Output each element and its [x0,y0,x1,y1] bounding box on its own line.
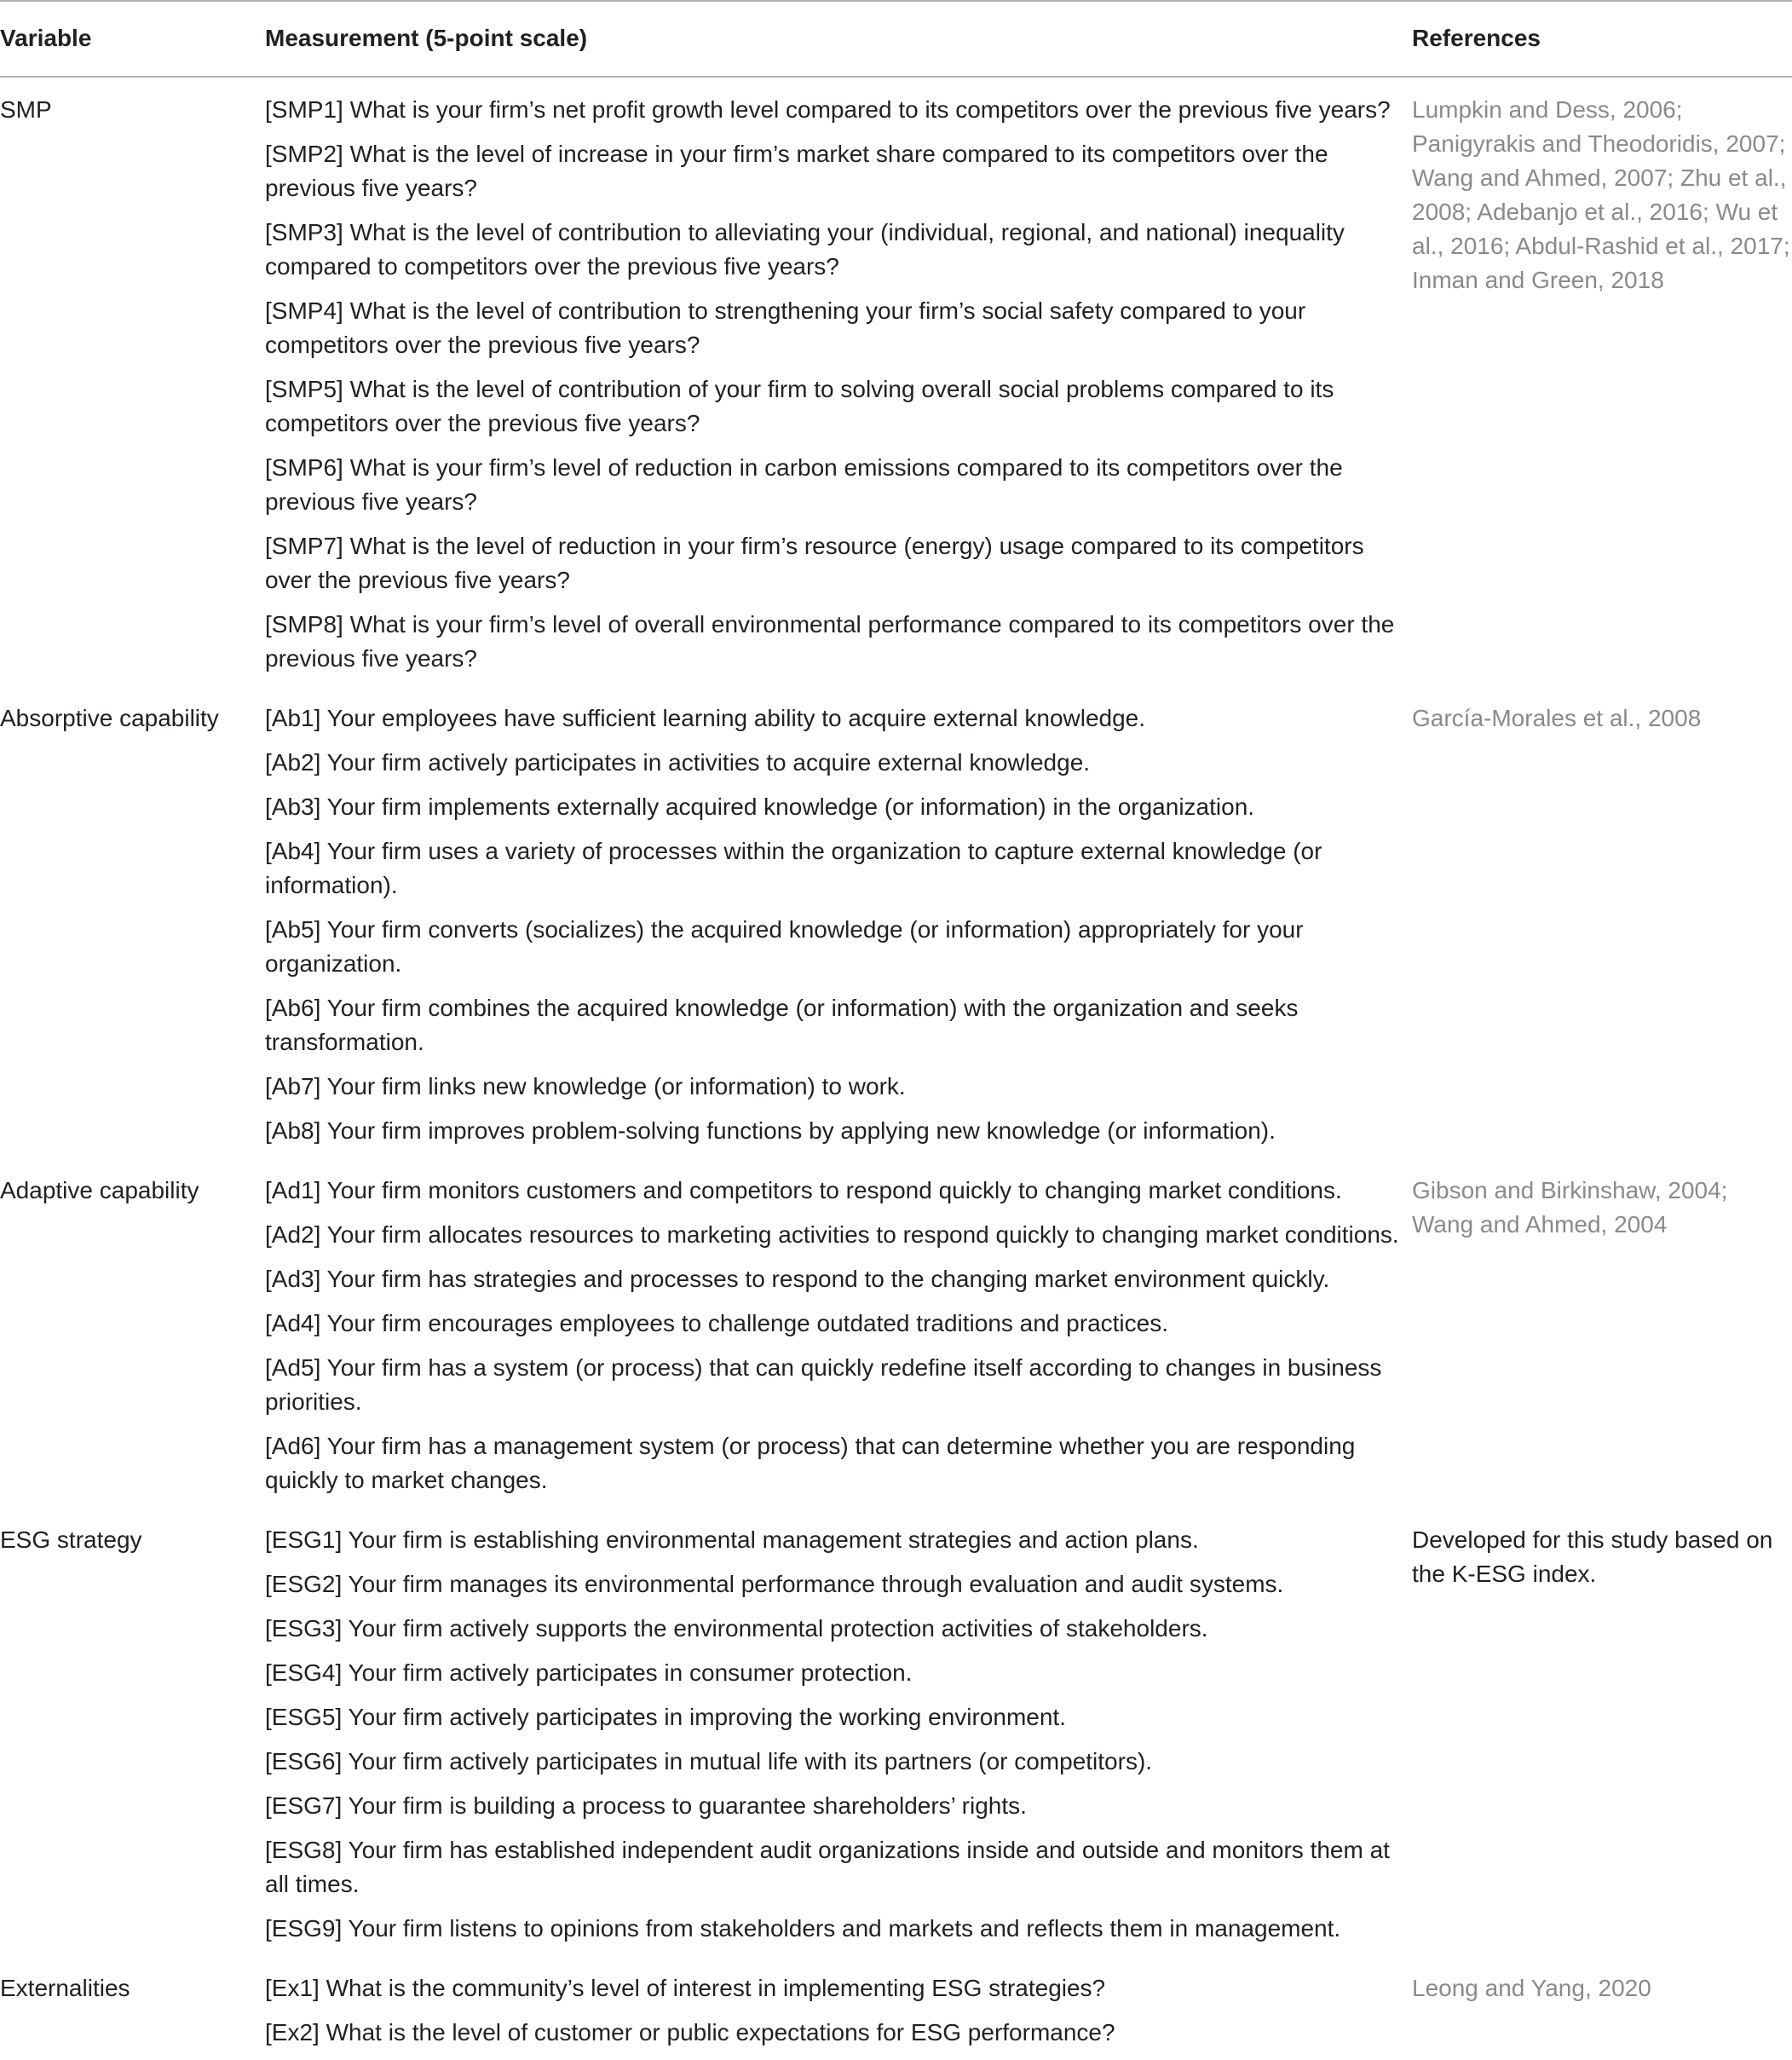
table-body [0,77,1792,2060]
header-variable: Variable [0,1,265,77]
measurement-item: [ESG2] Your firm manages its environmental performance through evaluation and audit systems. [265,1571,1284,1597]
measurement-item: [Ab5] Your firm converts (socializes) the acquired knowledge (or information) appropriately for your organization. [265,916,1304,977]
references-cell: Developed for this study based on the K-ESG index. [1412,1526,1773,1587]
table-row [0,77,1792,686]
measurement-item: [ESG1] Your firm is establishing environmental management strategies and action plans. [265,1526,1199,1553]
measurement-item: [SMP7] What is the level of reduction in your firm’s resource (energy) usage compared to its competitors over the previous five years? [265,533,1364,593]
measurement-cell [265,77,1412,686]
measurement-item: [Ex2] What is the level of customer or public expectations for ESG performance? [265,2019,1115,2046]
measurement-item: [SMP8] What is your firm’s level of overall environmental performance compared to its competitors over the previous five years? [265,611,1395,672]
measurement-item: [Ab6] Your firm combines the acquired knowledge (or information) with the organization and seeks transformation. [265,995,1299,1055]
measurement-item: [ESG5] Your firm actively participates in improving the working environment. [265,1704,1066,1730]
measurement-item: [ESG3] Your firm actively supports the environmental protection activities of stakeholders. [265,1615,1208,1642]
header-row [0,1,1792,77]
measurement-item: [ESG8] Your firm has established independent audit organizations inside and outside and monitors them at all times. [265,1837,1390,1897]
measurement-item: [Ab2] Your firm actively participates in activities to acquire external knowledge. [265,749,1091,776]
table-row [0,1508,1792,1956]
variable-cell: Absorptive capability [0,705,219,731]
measurement-item: [Ab3] Your firm implements externally acquired knowledge (or information) in the organization. [265,793,1255,820]
measurement-item: [ESG7] Your firm is building a process to guarantee shareholders’ rights. [265,1792,1027,1819]
measurement-item: [Ab4] Your firm uses a variety of processes within the organization to capture external knowledge (or information). [265,838,1322,898]
variable-cell: ESG strategy [0,1526,142,1553]
measurement-item: [Ad6] Your firm has a management system (or process) that can determine whether you are responding quickly to market changes. [265,1433,1356,1493]
measurement-item: [ESG4] Your firm actively participates in consumer protection. [265,1659,913,1686]
measurement-item: [Ex1] What is the community’s level of interest in implementing ESG strategies? [265,1975,1106,2001]
references-cell: Leong and Yang, 2020 [1412,1975,1651,2001]
measurement-item: [Ad4] Your firm encourages employees to challenge outdated traditions and practices. [265,1310,1168,1336]
measurement-item: [SMP1] What is your firm’s net profit growth level compared to its competitors over the previous five years? [265,96,1391,123]
measurement-cell [265,1956,1412,2060]
measurement-item: [Ad5] Your firm has a system (or process) that can quickly redefine itself according to changes in business priorities. [265,1354,1382,1415]
header-measurement: Measurement (5-point scale) [265,1,1412,77]
variable-cell: Adaptive capability [0,1177,199,1203]
measurement-item: [Ad3] Your firm has strategies and processes to respond to the changing market environment quickly. [265,1266,1330,1292]
measurement-item: [SMP6] What is your firm’s level of reduction in carbon emissions compared to its competitors over the previous five years? [265,454,1343,515]
measurement-item: [SMP5] What is the level of contribution of your firm to solving overall social problems compared to its competitors over the previous five years? [265,376,1334,436]
measurement-item: [Ab8] Your firm improves problem-solving functions by applying new knowledge (or information). [265,1117,1276,1144]
measurement-item: [ESG9] Your firm listens to opinions from stakeholders and markets and reflects them in management. [265,1915,1341,1942]
table-row [0,1956,1792,2060]
measurement-cell [265,1508,1412,1956]
measurement-item: [ESG6] Your firm actively participates in mutual life with its partners (or competitors). [265,1748,1153,1774]
measurement-item: [Ab7] Your firm links new knowledge (or information) to work. [265,1073,906,1099]
measurement-item: [SMP3] What is the level of contribution to alleviating your (individual, regional, and national) inequality compared to competitors over the previous five years? [265,219,1345,280]
variable-cell: Externalities [0,1975,130,2001]
variable-cell: SMP [0,96,52,123]
references-cell: Lumpkin and Dess, 2006; Panigyrakis and Theodoridis, 2007; Wang and Ahmed, 2007; Zhu et al., 2008; Adebanjo et al., 2016; Wu et al., 2016; Abdul-Rashid et al., 2017; Inman and Green, 2018 [1412,96,1790,293]
measurement-item: [SMP2] What is the level of increase in your firm’s market share compared to its competitors over the previous five years? [265,141,1328,201]
measurement-item: [Ad1] Your firm monitors customers and competitors to respond quickly to changing market conditions. [265,1177,1342,1203]
measurement-cell [265,1158,1412,1508]
references-cell: Gibson and Birkinshaw, 2004; Wang and Ahmed, 2004 [1412,1177,1728,1238]
references-cell: García-Morales et al., 2008 [1412,705,1702,731]
table-header [0,1,1792,77]
measurement-item: [Ad2] Your firm allocates resources to marketing activities to respond quickly to changing market conditions. [265,1221,1399,1248]
table-row [0,686,1792,1158]
measurement-item: [SMP4] What is the level of contribution to strengthening your firm’s social safety compared to your competitors over the previous five years? [265,297,1306,358]
measurement-item: [Ab1] Your employees have sufficient learning ability to acquire external knowledge. [265,705,1146,731]
header-references: References [1412,1,1792,77]
table-row [0,1158,1792,1508]
measurement-cell [265,686,1412,1158]
